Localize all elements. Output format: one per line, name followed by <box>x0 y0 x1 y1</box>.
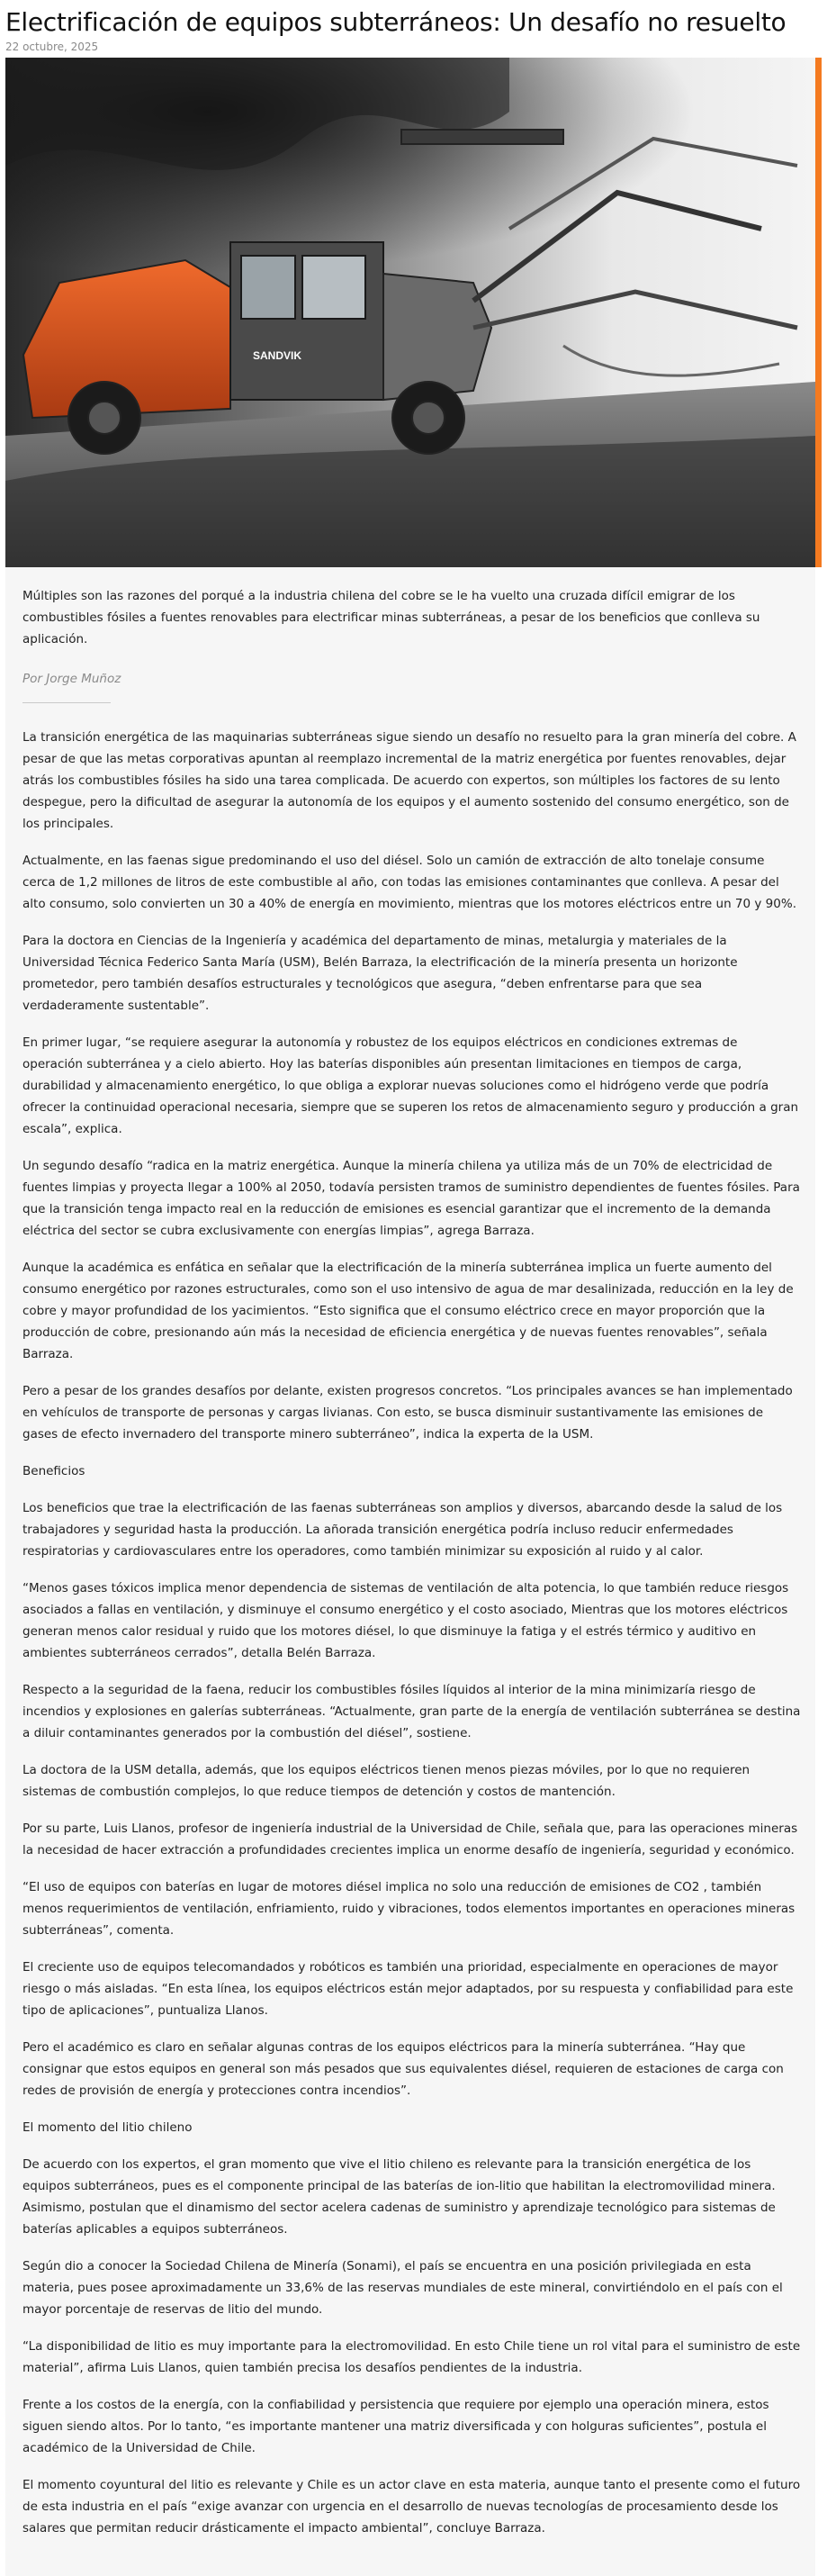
byline-divider <box>22 702 111 703</box>
author-byline: Por Jorge Muñoz <box>22 672 121 686</box>
paragraph: “El uso de equipos con baterías en lugar de motores diésel implica no solo una reducción de emisiones de CO2 , también menos requerimientos de ventilación, enfriamiento, ruido y vibraciones, todos elementos importantes en operaciones mineras subterráneas”, comenta. <box>22 1880 796 1938</box>
paragraph: Aunque la académica es enfática en señalar que la electrificación de la minería subterránea implica un fuerte aumento del consumo energético por razones estructurales, como son el uso intensivo de agua de mar desalinizada, reducción en la ley de cobre y mayor profundidad de los yacimientos. “Esto significa que el consumo eléctrico crece en mayor proporción que la producción de cobre, presionando aún más la necesidad de eficiencia energética y de nuevas fuentes renovables”, señala Barraza. <box>22 1261 794 1361</box>
paragraph: Frente a los costos de la energía, con la confiabilidad y persistencia que requiere por ejemplo una operación minera, estos siguen siendo altos. Por lo tanto, “es importante mantener una matriz diversificada y con holguras suficientes”, postula el académico de la Universidad de Chile. <box>22 2398 769 2455</box>
publish-date: 22 octubre, 2025 <box>5 41 99 53</box>
paragraph: Actualmente, en las faenas sigue predominando el uso del diésel. Solo un camión de extracción de alto tonelaje consume cerca de 1,2 millones de litros de este combustible al año, con todas las emisiones contaminantes que conlleva. A pesar del alto consumo, solo convierten un 30 a 40% de energía en movimiento, mientras que los motores eléctricos entre un 70 y 90%. <box>22 854 796 911</box>
orange-accent-bar <box>815 58 822 567</box>
paragraph: Pero el académico es claro en señalar algunas contras de los equipos eléctricos para la minería subterránea. “Hay que consignar que estos equipos en general son más pesados que sus equivalentes diésel, requieren de estaciones de carga con redes de provisión de energía y protecciones contra incendios”. <box>22 2040 784 2098</box>
paragraph: El momento coyuntural del litio es relevante y Chile es un actor clave en esta materia, aunque tanto el presente como el futuro de esta industria en el país “exige avanzar con urgencia en el desarrollo de nuevas tecnologías de procesamiento desde los salares que permitan reducir drásticamente el impacto ambiental”, concluye Barraza. <box>22 2478 801 2535</box>
paragraph: Un segundo desafío “radica en la matriz energética. Aunque la minería chilena ya utiliza más de un 70% de electricidad de fuentes limpias y proyecta llegar a 100% al 2050, todavía persisten tramos de suministro dependientes de fuentes fósiles. Para que la transición tenga impacto real en la reducción de emisiones es esencial garantizar que el incremento de la demanda eléctrica del sector se cubra exclusivamente con energías limpias”, agrega Barraza. <box>22 1159 800 1238</box>
paragraph: Los beneficios que trae la electrificación de las faenas subterráneas son amplios y diversos, abarcando desde la salud de los trabajadores y seguridad hasta la producción. La añorada transición energética podría incluso reducir enfermedades respiratorias y cardiovasculares entre los operadores, como también minimizar su exposición al ruido y al calor. <box>22 1501 783 1559</box>
machine-brand-logo: SANDVIK <box>253 349 302 362</box>
article-body <box>5 567 815 2576</box>
paragraph: El creciente uso de equipos telecomandados y robóticos es también una prioridad, especialmente en operaciones de mayor riesgo o más aisladas. “En esta línea, los equipos eléctricos están mejor adaptados, por su respuesta y confiabilidad para este tipo de aplicaciones”, puntualiza Llanos. <box>22 1960 794 2018</box>
section-heading-litio: El momento del litio chileno <box>22 2120 193 2135</box>
paragraph: La doctora de la USM detalla, además, que los equipos eléctricos tienen menos piezas móviles, por lo que no requieren sistemas de combustión complejos, lo que reduce tiempos de detención y costos de mantención. <box>22 1763 751 1799</box>
hero-image <box>5 58 815 567</box>
paragraph: En primer lugar, “se requiere asegurar la autonomía y robustez de los equipos eléctricos en condiciones extremas de operación subterránea y a cielo abierto. Hoy las baterías disponibles aún presentan limitaciones en tiempos de carga, durabilidad y almacenamiento energético, lo que obliga a explorar nuevas soluciones como el hidrógeno verde que podría ofrecer la continuidad operacional necesaria, siempre que se superen los retos de almacenamiento seguro y producción a gran escala”, explica. <box>22 1035 799 1136</box>
mining-machine-illustration <box>5 58 815 567</box>
page-title: Electrificación de equipos subterráneos: Un desafío no resuelto <box>5 7 787 37</box>
paragraph: La transición energética de las maquinarias subterráneas sigue siendo un desafío no resuelto para la gran minería del cobre. A pesar de que las metas corporativas apuntan al reemplazo incremental de la matriz energética por fuentes renovables, dejar atrás los combustibles fósiles ha sido una tarea complicada. De acuerdo con expertos, son múltiples los factores de su lento despegue, pero la dificultad de asegurar la autonomía de los equipos y el aumento sostenido del consumo energético, son de los principales. <box>22 730 796 831</box>
paragraph: “La disponibilidad de litio es muy importante para la electromovilidad. En esto Chile tiene un rol vital para el suministro de este material”, afirma Luis Llanos, quien también precisa los desafíos pendientes de la industria. <box>22 2339 801 2375</box>
paragraph: Pero a pesar de los grandes desafíos por delante, existen progresos concretos. “Los principales avances se han implementado en vehículos de transporte de personas y cargas livianas. Con esto, se busca disminuir sustantivamente las emisiones de gases de efecto invernadero del transporte minero subterráneo”, indica la experta de la USM. <box>22 1384 793 1442</box>
paragraph: Para la doctora en Ciencias de la Ingeniería y académica del departamento de minas, metalurgia y materiales de la Universidad Técnica Federico Santa María (USM), Belén Barraza, la electrificación de la minería presenta un horizonte prometedor, pero también desafíos estructurales y tecnológicos que asegura, “deben enfrentarse para que sea verdaderamente sustentable”. <box>22 934 738 1013</box>
paragraph: Por su parte, Luis Llanos, profesor de ingeniería industrial de la Universidad de Chile, señala que, para las operaciones mineras la necesidad de hacer extracción a profundidades crecientes implica un enorme desafío de ingeniería, seguridad y económico. <box>22 1821 798 1857</box>
article-lead: Múltiples son las razones del porqué a la industria chilena del cobre se le ha vuelto una cruzada difícil emigrar de los combustibles fósiles a fuentes renovables para electrificar minas subterráneas, a pesar de los beneficios que conlleva su aplicación. <box>22 589 760 646</box>
paragraph: “Menos gases tóxicos implica menor dependencia de sistemas de ventilación de alta potencia, lo que también reduce riesgos asociados a fallas en ventilación, y disminuye el consumo energético y el costo asociado, Mientras que los motores eléctricos generan menos calor residual y ruido que los motores diésel, lo que disminuye la fatiga y el estrés térmico y auditivo en ambientes subterráneos cerrados”, detalla Belén Barraza. <box>22 1581 789 1660</box>
paragraph: Respecto a la seguridad de la faena, reducir los combustibles fósiles líquidos al interior de la mina minimizaría riesgo de incendios y explosiones en galerías subterráneas. “Actualmente, gran parte de la energía de ventilación subterránea se destina a diluir contaminantes generados por la combustión del diésel”, sostiene. <box>22 1683 801 1740</box>
section-heading-beneficios: Beneficios <box>22 1464 85 1478</box>
paragraph: Según dio a conocer la Sociedad Chilena de Minería (Sonami), el país se encuentra en una posición privilegiada en esta materia, pues posee aproximadamente un 33,6% de las reservas mundiales de este mineral, convirtiéndolo en el país con el mayor porcentaje de reservas de litio del mundo. <box>22 2259 783 2317</box>
paragraph: De acuerdo con los expertos, el gran momento que vive el litio chileno es relevante para la transición energética de los equipos subterráneos, pues es el componente principal de las baterías de ion-litio que habilitan la electromovilidad minera. Asimismo, postulan que el dinamismo del sector acelera cadenas de suministro y aprendizaje tecnológico para sistemas de baterías aplicables a equipos subterráneos. <box>22 2157 776 2237</box>
